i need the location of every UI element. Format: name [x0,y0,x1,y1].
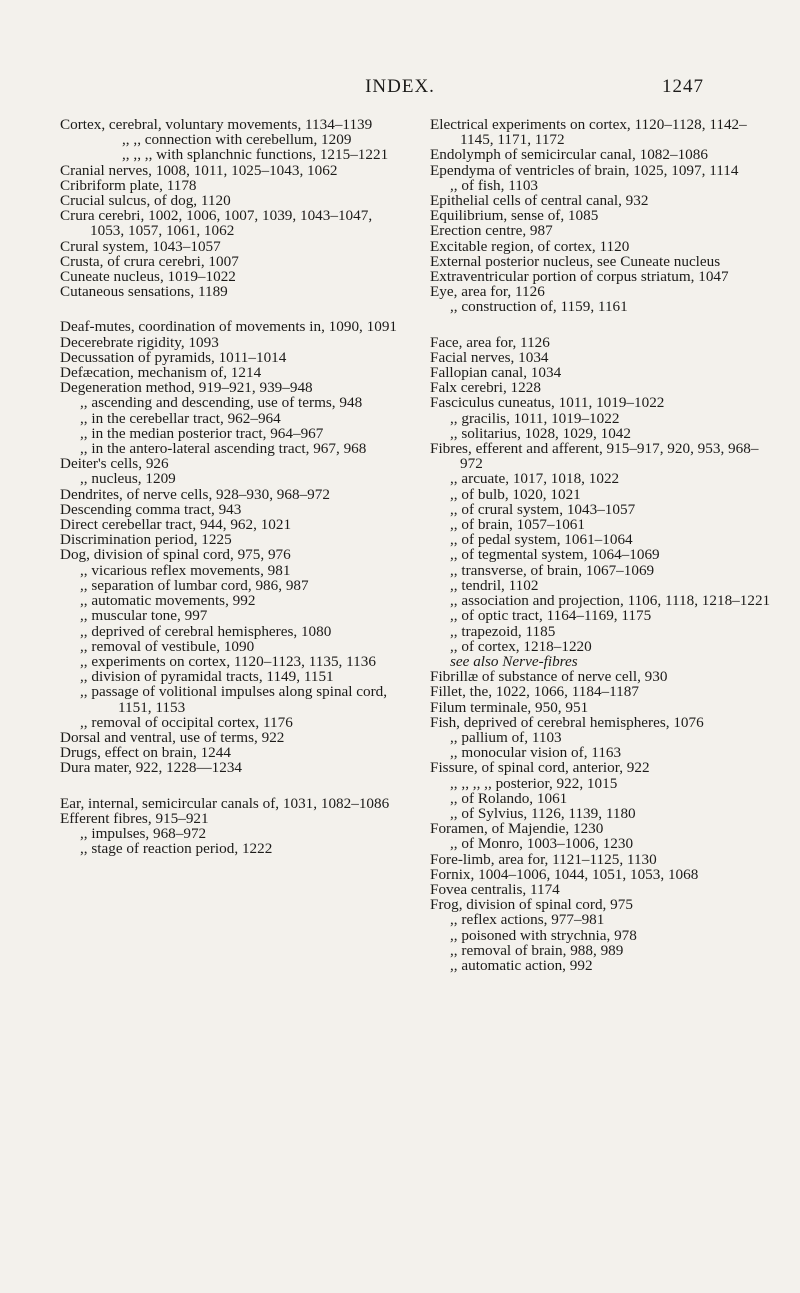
index-entry: Frog, division of spinal cord, 975 [430,896,633,914]
section-gap [60,776,405,796]
index-entry: Cranial nerves, 1008, 1011, 1025–1043, 1062 [60,161,338,179]
index-entry: ,, gracilis, 1011, 1019–1022 [450,409,620,427]
index-entry: ,, passage of volitional impulses along spinal cord, 1151, 1153 [80,683,388,716]
index-column-right [430,117,775,973]
index-entry: Deaf-mutes, coordination of movements in, 1090, 1091 [60,318,398,336]
index-entry: ,, muscular tone, 997 [80,607,208,625]
index-entry: ,, ,, ,, ,, posterior, 922, 1015 [450,774,618,792]
index-entry: ,, transverse, of brain, 1067–1069 [450,561,655,579]
index-entry: Discrimination period, 1225 [60,531,232,549]
index-entry: ,, of bulb, 1020, 1021 [450,485,581,503]
index-entry: ,, of Sylvius, 1126, 1139, 1180 [450,804,636,822]
index-entry: Endolymph of semicircular canal, 1082–1086 [430,146,708,164]
page-title: INDEX. [365,76,435,97]
index-entry: Crusta, of crura cerebri, 1007 [60,252,239,270]
index-entry: ,, removal of vestibule, 1090 [80,637,255,655]
index-entry: Excitable region, of cortex, 1120 [430,237,630,255]
index-entry: Equilibrium, sense of, 1085 [430,207,599,225]
index-entry: ,, automatic action, 992 [450,956,593,974]
index-entry: Crucial sulcus, of dog, 1120 [60,192,231,210]
index-entry: ,, pallium of, 1103 [450,728,562,746]
index-entry: ,, of Monro, 1003–1006, 1230 [450,835,634,853]
index-entry: ,, removal of occipital cortex, 1176 [80,713,293,731]
index-entry: Deiter's cells, 926 [60,455,169,473]
index-entry: Falx cerebri, 1228 [430,379,541,397]
index-entry: Dura mater, 922, 1228—1234 [60,759,243,777]
index-entry: Filum terminale, 950, 951 [430,698,589,716]
index-entry: ,, nucleus, 1209 [80,470,176,488]
index-entry: ,, in the cerebellar tract, 962–964 [80,409,281,427]
index-entry: Crural system, 1043–1057 [60,237,221,255]
index-entry: Fibres, efferent and afferent, 915–917, 920, 953, 968–972 [430,440,759,473]
index-entry: ,, arcuate, 1017, 1018, 1022 [450,470,620,488]
page-header [0,76,800,106]
index-entry: Cutaneous sensations, 1189 [60,283,228,301]
index-entry: Drugs, effect on brain, 1244 [60,744,231,762]
index-entry: Fasciculus cuneatus, 1011, 1019–1022 [430,394,665,412]
index-entry: ,, of brain, 1057–1061 [450,516,585,534]
index-entry: Ear, internal, semicircular canals of, 1031, 1082–1086 [60,794,390,812]
index-entry: Decussation of pyramids, 1011–1014 [60,348,287,366]
index-entry: ,, of tegmental system, 1064–1069 [450,546,660,564]
index-entry: ,, poisoned with strychnia, 978 [450,926,637,944]
index-entry: ,, automatic movements, 992 [80,592,256,610]
index-entry: ,, of cortex, 1218–1220 [450,637,592,655]
index-entry: ,, trapezoid, 1185 [450,622,556,640]
index-entry: Fish, deprived of cerebral hemispheres, 1076 [430,713,704,731]
index-entry: ,, stage of reaction period, 1222 [80,840,273,858]
index-entry: ,, vicarious reflex movements, 981 [80,561,291,579]
page-number: 1247 [662,76,704,97]
index-entry: ,, ascending and descending, use of terms, 948 [80,394,363,412]
index-entry: ,, division of pyramidal tracts, 1149, 1151 [80,668,334,686]
index-entry: Decerebrate rigidity, 1093 [60,333,219,351]
index-entry: Eye, area for, 1126 [430,283,545,301]
index-entry: ,, tendril, 1102 [450,576,539,594]
index-entry: ,, ,, connection with cerebellum, 1209 [122,131,352,149]
index-entry: ,, of pedal system, 1061–1064 [450,531,633,549]
section-gap [60,299,405,319]
index-entry: ,, solitarius, 1028, 1029, 1042 [450,424,631,442]
index-entry: ,, in the median posterior tract, 964–967 [80,424,324,442]
index-column-left [60,117,405,856]
index-entry: ,, impulses, 968–972 [80,824,207,842]
index-entry: Foramen, of Majendie, 1230 [430,820,604,838]
index-entry: ,, construction of, 1159, 1161 [450,298,628,316]
index-entry: ,, removal of brain, 988, 989 [450,941,624,959]
index-entry: ,, association and projection, 1106, 1118, 1218–1221 [450,592,771,610]
index-entry: Dendrites, of nerve cells, 928–930, 968–972 [60,485,330,503]
index-entry: Facial nerves, 1034 [430,348,549,366]
index-entry: ,, of optic tract, 1164–1169, 1175 [450,607,652,625]
index-entry: Efferent fibres, 915–921 [60,809,209,827]
index-entry: Fovea centralis, 1174 [430,880,560,898]
index-entry: Defæcation, mechanism of, 1214 [60,364,262,382]
index-entry: Fibrillæ of substance of nerve cell, 930 [430,668,668,686]
index-entry: Face, area for, 1126 [430,333,550,351]
index-entry: ,, separation of lumbar cord, 986, 987 [80,576,309,594]
index-entry: Fallopian canal, 1034 [430,364,562,382]
index-entry: Erection centre, 987 [430,222,553,240]
index-entry: ,, of crural system, 1043–1057 [450,500,636,518]
index-entry: Degeneration method, 919–921, 939–948 [60,379,313,397]
index-entry: Dorsal and ventral, use of terms, 922 [60,728,285,746]
see-also-entry: see also Nerve-fibres [450,652,578,670]
index-entry: Epithelial cells of central canal, 932 [430,192,649,210]
index-entry: External posterior nucleus, see Cuneate nucleus [430,252,721,270]
index-entry: Fillet, the, 1022, 1066, 1184–1187 [430,683,639,701]
index-entry: Fornix, 1004–1006, 1044, 1051, 1053, 1068 [430,865,699,883]
index-entry: Electrical experiments on cortex, 1120–1128, 1142–1145, 1171, 1172 [430,116,747,149]
index-entry: Descending comma tract, 943 [60,500,242,518]
index-entry: ,, experiments on cortex, 1120–1123, 1135, 1136 [80,652,376,670]
section-gap [430,315,775,335]
index-entry: Ependyma of ventricles of brain, 1025, 1097, 1114 [430,161,739,179]
index-entry: ,, monocular vision of, 1163 [450,744,622,762]
index-entry: Cribriform plate, 1178 [60,176,197,194]
index-entry: ,, reflex actions, 977–981 [450,911,605,929]
index-entry: ,, ,, ,, with splanchnic functions, 1215–1221 [122,146,389,164]
index-entry: Fore-limb, area for, 1121–1125, 1130 [430,850,657,868]
index-entry: Crura cerebri, 1002, 1006, 1007, 1039, 1043–1047, 1053, 1057, 1061, 1062 [60,207,373,240]
index-entry: Extraventricular portion of corpus striatum, 1047 [430,268,729,286]
index-entry: ,, of Rolando, 1061 [450,789,568,807]
index-entry: ,, in the antero-lateral ascending tract, 967, 968 [80,440,367,458]
index-entry: ,, of fish, 1103 [450,176,539,194]
index-entry: Fissure, of spinal cord, anterior, 922 [430,759,650,777]
index-entry: Cortex, cerebral, voluntary movements, 1134–1139 [60,116,373,133]
index-entry: Cuneate nucleus, 1019–1022 [60,268,236,286]
index-entry: Direct cerebellar tract, 944, 962, 1021 [60,516,292,534]
index-entry: Dog, division of spinal cord, 975, 976 [60,546,291,564]
index-entry: ,, deprived of cerebral hemispheres, 1080 [80,622,332,640]
